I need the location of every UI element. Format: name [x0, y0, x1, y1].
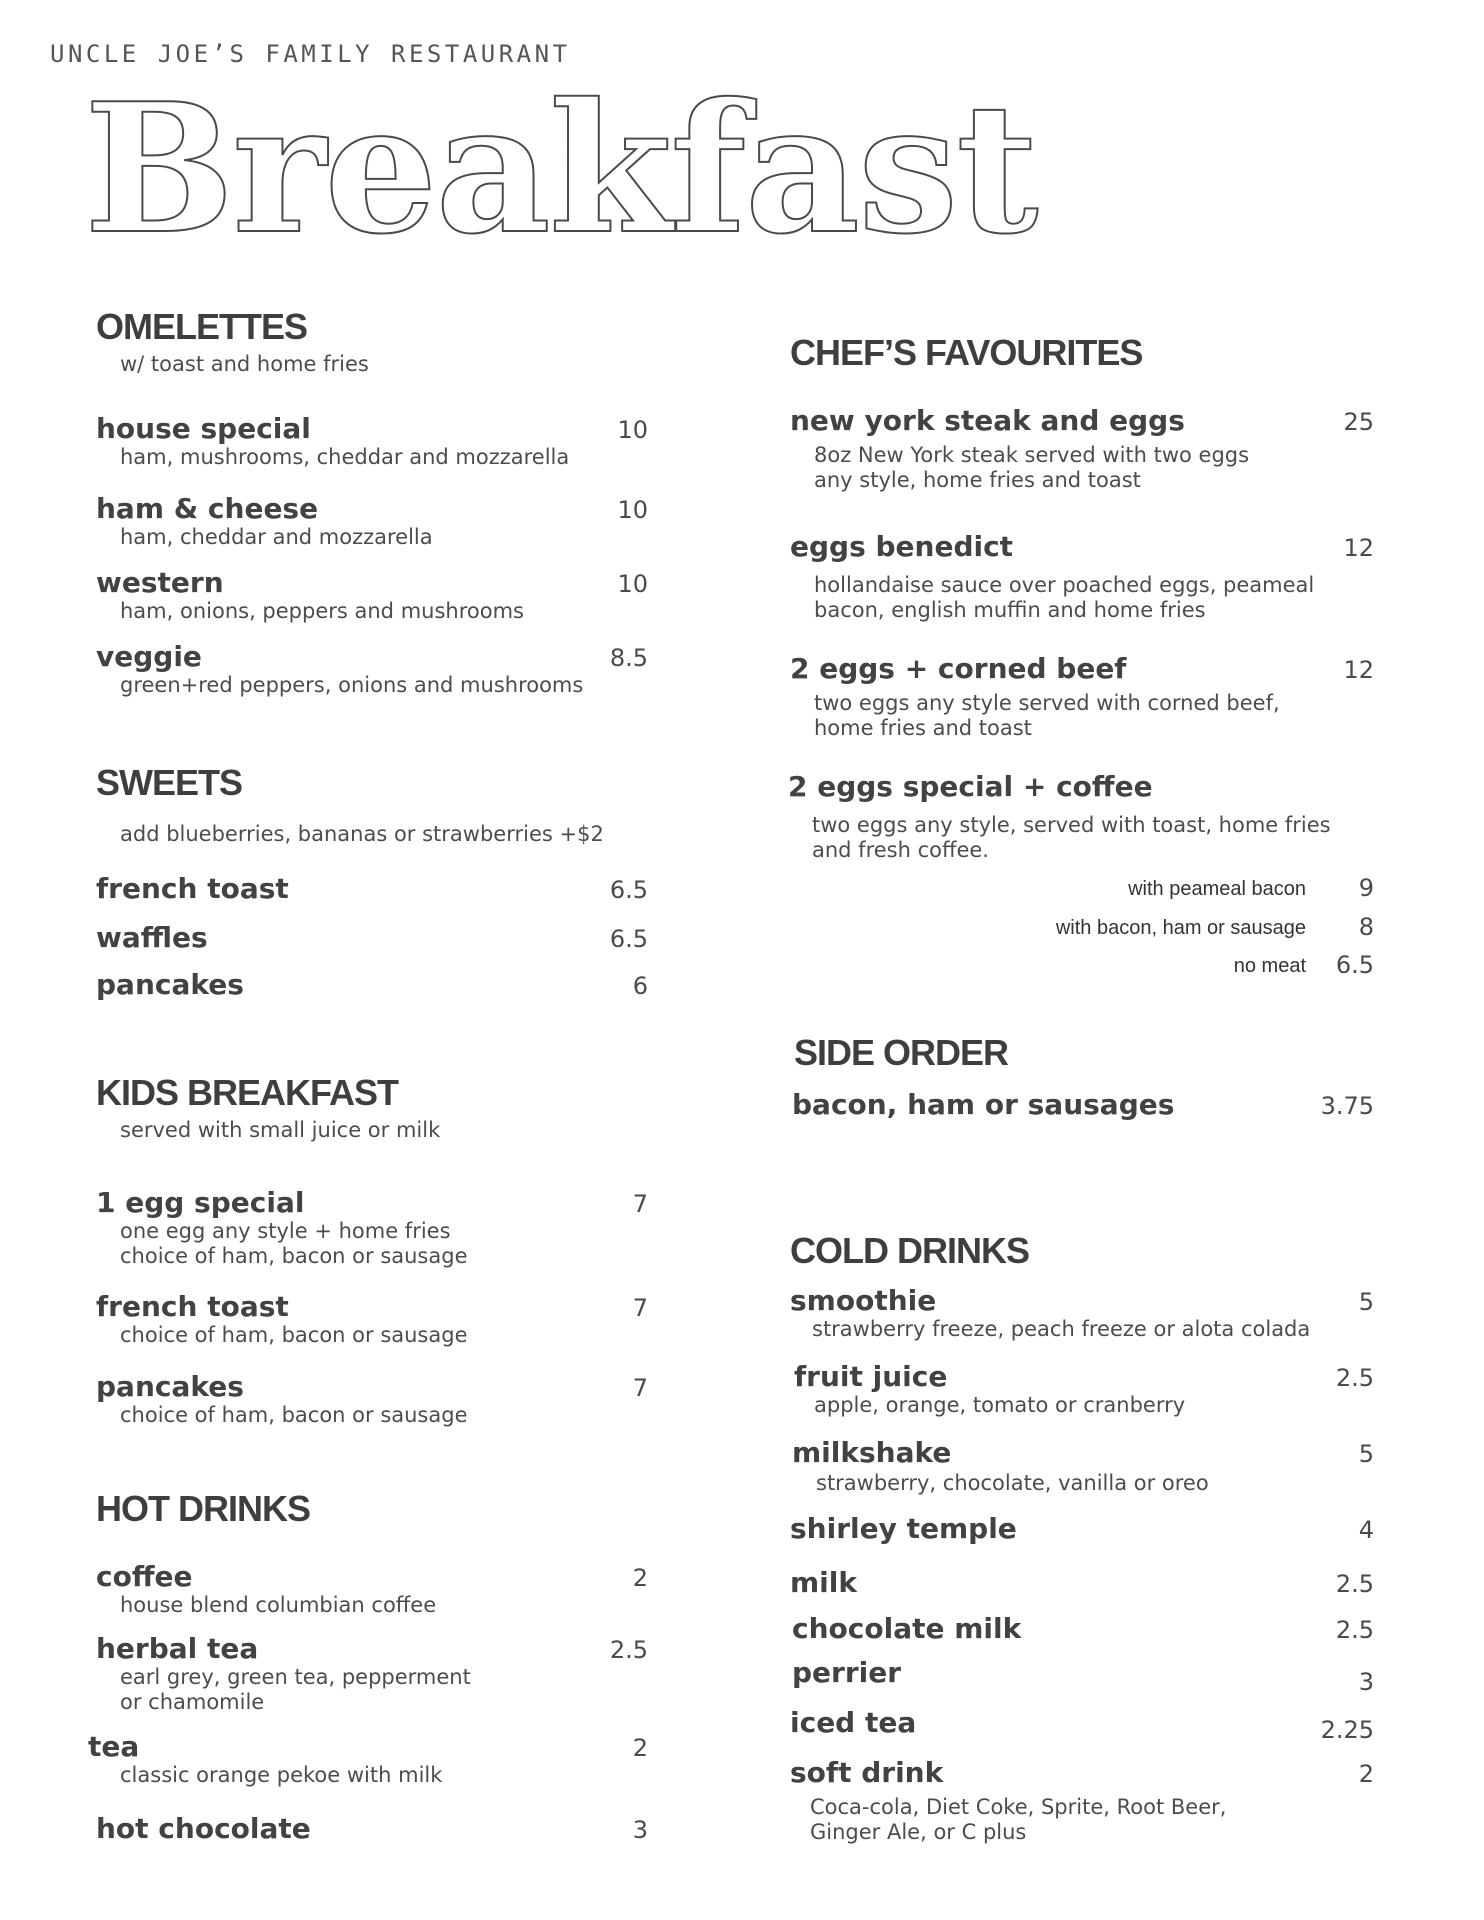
item-description: strawberry, chocolate, vanilla or oreo [816, 1471, 1209, 1495]
item-description: apple, orange, tomato or cranberry [814, 1393, 1186, 1417]
item-name: iced tea [790, 1706, 917, 1739]
item-description: any style, home fries and toast [814, 468, 1141, 492]
item-price: 2.5 [1335, 1616, 1374, 1644]
item-description: choice of ham, bacon or sausage [120, 1403, 468, 1427]
item-name: coffee [96, 1560, 193, 1593]
item-name: pancakes [96, 1370, 244, 1403]
item-price: 6.5 [609, 876, 648, 904]
item-price: 2.5 [1335, 1364, 1374, 1392]
item-description: earl grey, green tea, pepperment [120, 1665, 471, 1689]
menu-item [96, 1812, 648, 1845]
item-price: 10 [617, 496, 648, 524]
item-name: waffles [96, 921, 208, 954]
menu-item [788, 770, 1374, 863]
item-description: green+red peppers, onions and mushrooms [120, 673, 584, 697]
menu-item [790, 652, 1374, 741]
item-name: western [96, 566, 224, 599]
option-price: 8 [1358, 913, 1374, 941]
item-price: 3.75 [1320, 1092, 1374, 1120]
chefs-heading: CHEF’S FAVOURITES [790, 332, 1143, 373]
item-name: herbal tea [96, 1632, 259, 1665]
menu-item [790, 530, 1374, 623]
item-price: 2.5 [1335, 1570, 1374, 1598]
item-name: ham & cheese [96, 492, 319, 525]
item-description: Coca-cola, Diet Coke, Sprite, Root Beer, [810, 1795, 1227, 1819]
item-price: 5 [1358, 1288, 1374, 1316]
menu-item [96, 1632, 648, 1715]
price-option [954, 874, 1374, 902]
item-name: 2 eggs special + coffee [788, 770, 1153, 803]
item-price: 2 [632, 1734, 648, 1762]
item-description: strawberry freeze, peach freeze or alota colada [812, 1317, 1311, 1341]
option-price: 6.5 [1335, 951, 1374, 979]
page-title: Breakfast [84, 64, 1037, 273]
item-name: perrier [792, 1656, 902, 1689]
item-name: tea [88, 1730, 140, 1763]
item-description: ham, cheddar and mozzarella [120, 525, 433, 549]
item-name: shirley temple [790, 1512, 1017, 1545]
item-description: Ginger Ale, or C plus [810, 1820, 1027, 1844]
item-price: 7 [632, 1294, 648, 1322]
item-description: bacon, english muffin and home fries [814, 598, 1206, 622]
item-price: 10 [617, 570, 648, 598]
item-description: choice of ham, bacon or sausage [120, 1323, 468, 1347]
item-description: and fresh coffee. [812, 838, 989, 862]
menu-item [792, 1088, 1374, 1121]
price-option [954, 951, 1374, 979]
item-name: bacon, ham or sausages [792, 1088, 1175, 1121]
item-description: home fries and toast [814, 716, 1032, 740]
menu-item [794, 1360, 1374, 1418]
item-description: or chamomile [120, 1690, 265, 1714]
option-label: with bacon, ham or sausage [1055, 917, 1306, 939]
item-description: ham, onions, peppers and mushrooms [120, 599, 524, 623]
kids-heading: KIDS BREAKFAST [96, 1072, 399, 1113]
item-name: 2 eggs + corned beef [790, 652, 1127, 685]
item-name: french toast [96, 872, 289, 905]
omelettes-note: w/ toast and home fries [120, 352, 369, 376]
menu-item [96, 412, 648, 470]
item-description: house blend columbian coffee [120, 1593, 437, 1617]
menu-item [792, 1656, 1374, 1696]
item-price: 2.5 [609, 1636, 648, 1664]
item-price: 2 [1358, 1760, 1374, 1788]
menu-item [790, 1706, 1374, 1744]
item-name: chocolate milk [792, 1612, 1022, 1645]
item-description: ham, mushrooms, cheddar and mozzarella [120, 445, 570, 469]
cold-drinks-heading: COLD DRINKS [790, 1230, 1029, 1271]
item-name: veggie [96, 640, 202, 673]
item-name: french toast [96, 1290, 289, 1323]
menu-item [792, 1436, 1374, 1496]
item-name: soft drink [790, 1756, 944, 1789]
item-price: 7 [632, 1190, 648, 1218]
item-price: 10 [617, 416, 648, 444]
item-price: 6 [632, 972, 648, 1000]
item-description: hollandaise sauce over poached eggs, peameal [814, 573, 1315, 597]
item-price: 7 [632, 1374, 648, 1402]
item-name: 1 egg special [96, 1186, 305, 1219]
menu-item [96, 872, 648, 905]
item-name: house special [96, 412, 311, 445]
menu-item [96, 1186, 648, 1269]
menu-item [790, 1512, 1374, 1545]
menu-item [96, 1560, 648, 1618]
item-name: fruit juice [794, 1360, 948, 1393]
item-description: classic orange pekoe with milk [120, 1763, 443, 1787]
omelettes-heading: OMELETTES [96, 306, 308, 347]
item-name: smoothie [790, 1284, 937, 1317]
item-price: 2 [632, 1564, 648, 1592]
option-label: no meat [1233, 955, 1306, 977]
price-option [954, 913, 1374, 941]
menu-item [790, 1566, 1374, 1599]
item-price: 8.5 [609, 644, 648, 672]
item-price: 6.5 [609, 925, 648, 953]
hot-drinks-heading: HOT DRINKS [96, 1488, 310, 1529]
item-description: one egg any style + home fries [120, 1219, 451, 1243]
side-heading: SIDE ORDER [794, 1032, 1009, 1073]
item-description: 8oz New York steak served with two eggs [814, 443, 1250, 467]
item-price: 5 [1358, 1440, 1374, 1468]
item-name: eggs benedict [790, 530, 1014, 563]
option-label: with peameal bacon [1128, 878, 1306, 900]
menu-item [96, 492, 648, 550]
menu-item [88, 1730, 648, 1788]
menu-item [792, 1612, 1374, 1645]
menu-item [96, 640, 648, 698]
menu-item [790, 404, 1374, 493]
menu-item [96, 1370, 648, 1428]
item-description: two eggs any style, served with toast, home fries [812, 813, 1331, 837]
menu-item [96, 566, 648, 624]
menu-item [96, 921, 648, 954]
menu-item [790, 1284, 1374, 1342]
item-price: 2.25 [1320, 1716, 1374, 1744]
item-name: pancakes [96, 968, 244, 1001]
sweets-note: add blueberries, bananas or strawberries +$2 [120, 822, 604, 846]
item-name: milkshake [792, 1436, 952, 1469]
restaurant-name: UNCLE JOE’S FAMILY RESTAURANT [50, 40, 571, 68]
sweets-heading: SWEETS [96, 762, 243, 803]
item-price: 4 [1358, 1516, 1374, 1544]
menu-item [790, 1756, 1374, 1845]
item-name: new york steak and eggs [790, 404, 1185, 437]
item-description: choice of ham, bacon or sausage [120, 1244, 468, 1268]
menu-item [96, 1290, 648, 1348]
menu-item [96, 968, 648, 1001]
item-price: 3 [632, 1816, 648, 1844]
kids-note: served with small juice or milk [120, 1118, 441, 1142]
option-price: 9 [1358, 874, 1374, 902]
item-price: 3 [1358, 1668, 1374, 1696]
item-price: 12 [1343, 534, 1374, 562]
item-name: milk [790, 1566, 857, 1599]
item-description: two eggs any style served with corned beef, [814, 691, 1280, 715]
item-price: 25 [1343, 408, 1374, 436]
item-name: hot chocolate [96, 1812, 311, 1845]
item-price: 12 [1343, 656, 1374, 684]
